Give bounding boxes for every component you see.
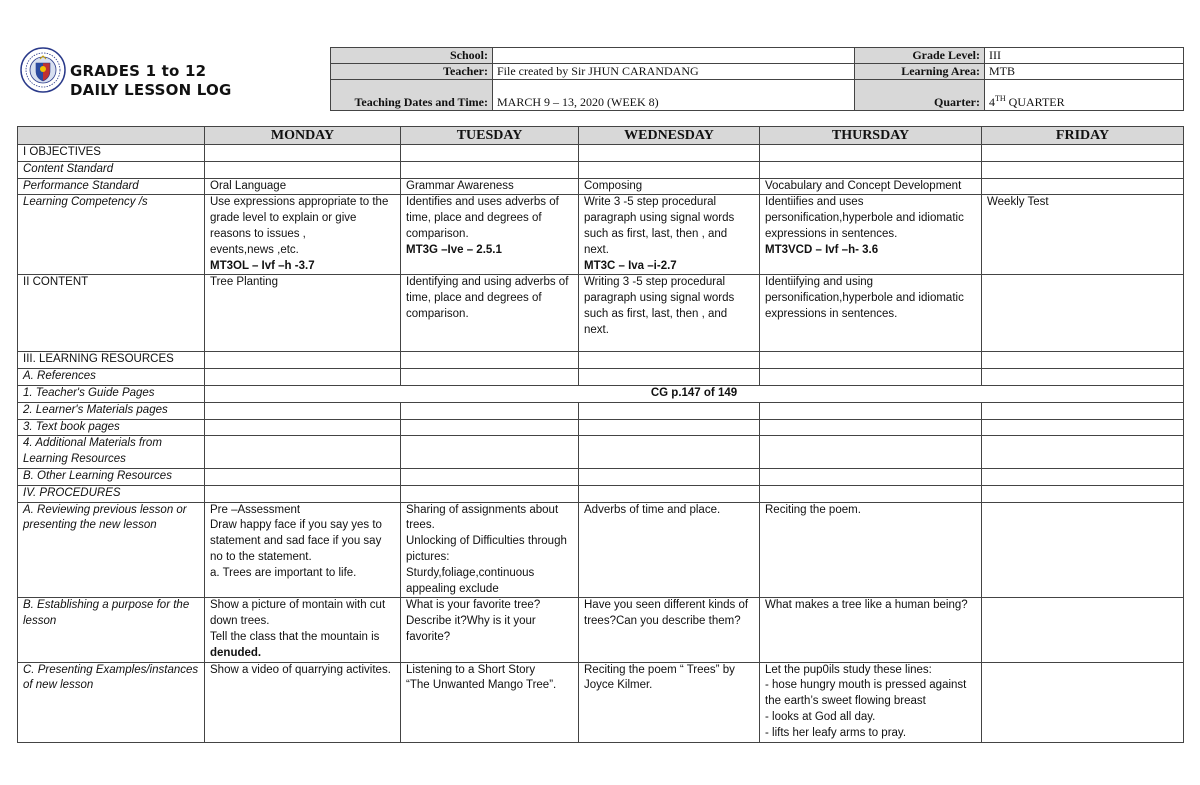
teachers-guide-row [18,385,1184,402]
title-line-2: DAILY LESSON LOG [70,81,232,99]
procedures-label: IV. PROCEDURES [18,485,205,502]
references-label: A. References [18,369,205,386]
grade-level-label: Grade Level: [855,48,985,64]
teacher-label: Teacher: [331,64,493,80]
title-line-1: GRADES 1 to 12 [70,62,207,80]
learning-competency-friday: Weekly Test [982,195,1184,275]
references-row [18,369,1184,386]
other-resources-row [18,468,1184,485]
quarter-text: QUARTER [1005,95,1065,109]
presenting-row [18,662,1184,742]
content-standard-row [18,161,1184,178]
competency-code: MT3C – Iva –i-2.7 [584,259,677,272]
deped-seal-logo [20,47,66,93]
day-header-monday: MONDAY [205,127,401,145]
school-label: School: [331,48,493,64]
teacher-value: File created by Sir JHUN CARANDANG [493,64,855,80]
teaching-dates-value: MARCH 9 – 13, 2020 (WEEK 8) [493,80,855,111]
performance-standard-monday: Oral Language [205,178,401,195]
content-friday [982,275,1184,352]
performance-standard-friday [982,178,1184,195]
reviewing-row [18,502,1184,598]
learning-competency-tuesday [401,195,579,275]
day-header-tuesday: TUESDAY [401,127,579,145]
day-header-friday: FRIDAY [982,127,1184,145]
reviewing-tuesday: Sharing of assignments about trees. Unlocking of Difficulties through pictures: Sturdy,foliage,continuous appealing exclude [401,502,579,598]
competency-text: Identifies and uses adverbs of time, place and degrees of comparison. [406,196,559,240]
competency-code: MT3OL – Ivf –h -3.7 [210,259,315,272]
textbook-label: 3. Text book pages [18,419,205,436]
purpose-text: Show a picture of montain with cut down trees. Tell the class that the mountain is [210,599,386,643]
reviewing-friday [982,502,1184,598]
competency-code: MT3VCD – Ivf –h- 3.6 [765,243,879,256]
content-standard-label: Content Standard [18,161,205,178]
competency-text: Write 3 -5 step procedural paragraph using signal words such as first, last, then , and next. [584,196,735,256]
presenting-friday [982,662,1184,742]
purpose-row [18,598,1184,662]
competency-text: Use expressions appropriate to the grade level to explain or give reasons to issues , events,news ,etc. [210,196,389,256]
objectives-label: I OBJECTIVES [18,145,205,162]
performance-standard-thursday: Vocabulary and Concept Development [760,178,982,195]
day-header-row [18,127,1184,145]
purpose-label: B. Establishing a purpose for the lesson [18,598,205,662]
learners-materials-label: 2. Learner's Materials pages [18,402,205,419]
reviewing-monday: Pre –Assessment Draw happy face if you say yes to statement and sad face if you say no to the statement. a. Trees are important to life. [205,502,401,598]
school-value [493,48,855,64]
learning-competency-label: Learning Competency /s [18,195,205,275]
lesson-log-table [17,126,1184,743]
learning-competency-monday [205,195,401,275]
other-resources-label: B. Other Learning Resources [18,468,205,485]
quarter-label: Quarter: [855,80,985,111]
learning-competency-wednesday [579,195,760,275]
competency-code: MT3G –Ive – 2.5.1 [406,243,502,256]
quarter-value [985,80,1184,111]
learning-competency-thursday [760,195,982,275]
learning-resources-row [18,352,1184,369]
teachers-guide-value: CG p.147 of 149 [205,385,1184,402]
procedures-row [18,485,1184,502]
grade-level-value: III [985,48,1184,64]
performance-standard-label: Performance Standard [18,178,205,195]
header-info-table [330,47,1184,111]
quarter-number: 4 [989,95,995,109]
performance-standard-row [18,178,1184,195]
content-wednesday: Writing 3 -5 step procedural paragraph using signal words such as first, last, then , and next. [579,275,760,352]
content-monday: Tree Planting [205,275,401,352]
competency-text: Identiifies and uses personification,hyperbole and idiomatic expressions in sentences. [765,196,964,240]
content-row [18,275,1184,352]
content-thursday: Identiifying and using personification,hyperbole and idiomatic expressions in sentences. [760,275,982,352]
learning-area-value: MTB [985,64,1184,80]
day-header-thursday: THURSDAY [760,127,982,145]
presenting-label: C. Presenting Examples/instances of new lesson [18,662,205,742]
purpose-friday [982,598,1184,662]
performance-standard-tuesday: Grammar Awareness [401,178,579,195]
corner-cell [18,127,205,145]
presenting-monday: Show a video of quarrying activites. [205,662,401,742]
learning-competency-row [18,195,1184,275]
content-tuesday: Identifying and using adverbs of time, place and degrees of comparison. [401,275,579,352]
learning-resources-label: III. LEARNING RESOURCES [18,352,205,369]
presenting-wednesday: Reciting the poem “ Trees” by Joyce Kilmer. [579,662,760,742]
reviewing-label: A. Reviewing previous lesson or presenting the new lesson [18,502,205,598]
objectives-row [18,145,1184,162]
purpose-emphasis: denuded. [210,646,262,659]
content-label: II CONTENT [18,275,205,352]
reviewing-wednesday: Adverbs of time and place. [579,502,760,598]
learners-materials-row [18,402,1184,419]
reviewing-thursday: Reciting the poem. [760,502,982,598]
presenting-thursday: Let the pup0ils study these lines: - hose hungry mouth is pressed against the earth’s sweet flowing breast - looks at God all day. - lifts her leafy arms to pray. [760,662,982,742]
document-title [70,62,232,100]
learning-area-label: Learning Area: [855,64,985,80]
purpose-wednesday: Have you seen different kinds of trees?Can you describe them? [579,598,760,662]
textbook-row [18,419,1184,436]
additional-materials-label: 4. Additional Materials from Learning Resources [18,436,205,469]
additional-materials-row [18,436,1184,469]
performance-standard-wednesday: Composing [579,178,760,195]
purpose-monday [205,598,401,662]
teaching-dates-label: Teaching Dates and Time: [331,80,493,111]
day-header-wednesday: WEDNESDAY [579,127,760,145]
purpose-tuesday: What is your favorite tree? Describe it?Why is it your favorite? [401,598,579,662]
presenting-tuesday: Listening to a Short Story “The Unwanted Mango Tree”. [401,662,579,742]
quarter-suffix: TH [995,94,1006,103]
purpose-thursday: What makes a tree like a human being? [760,598,982,662]
teachers-guide-label: 1. Teacher's Guide Pages [18,385,205,402]
